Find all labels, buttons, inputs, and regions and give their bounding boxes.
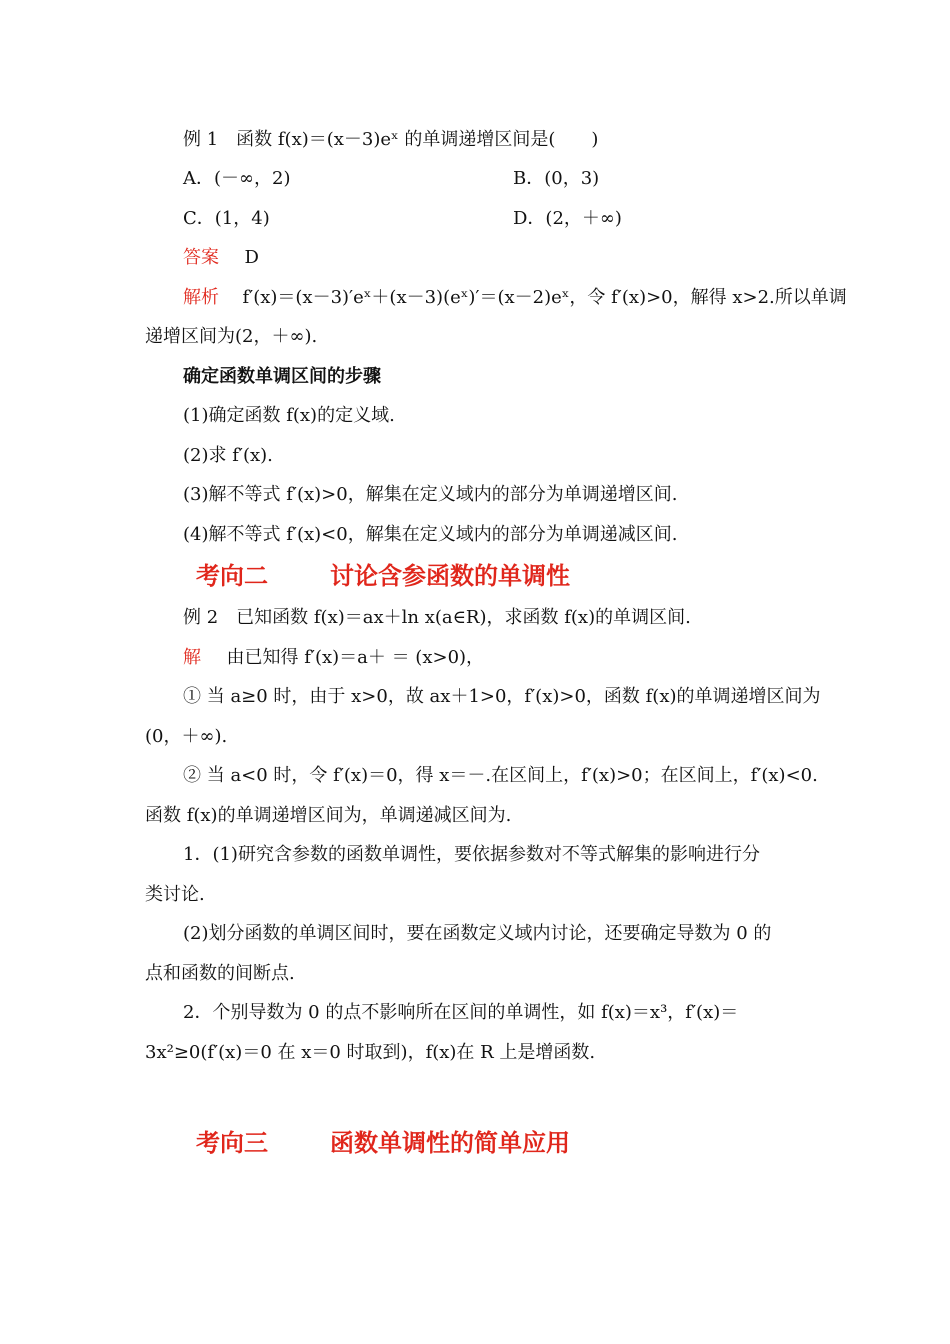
option-c: C．(1，4): [183, 208, 270, 229]
note1-line2: 类讨论.: [145, 884, 205, 905]
option-a: A．(－∞，2): [183, 168, 291, 189]
section2-title: 讨论含参函数的单调性: [330, 561, 570, 590]
section2-label: 考向二: [196, 561, 268, 590]
section3-heading: [196, 1128, 570, 1158]
case2-line1: ② 当 a<0 时，令 f′(x)＝0，得 x＝－.在区间上，f′(x)>0；在区间上，f′(x)<0.: [183, 765, 818, 786]
analysis-row: [183, 286, 847, 310]
solution-row: [183, 646, 810, 670]
example1-question: 例 1 函数 f(x)＝(x－3)eˣ 的单调递增区间是( ): [183, 129, 599, 150]
solution-label: 解: [183, 647, 201, 668]
section2-heading: [196, 561, 570, 591]
note3-line1: 2．个别导数为 0 的点不影响所在区间的单调性，如 f(x)＝x³，f′(x)＝: [183, 1002, 739, 1023]
answer-row: [183, 246, 810, 270]
step-1: (1)确定函数 f(x)的定义域.: [183, 405, 395, 426]
example2-question: 例 2 已知函数 f(x)＝ax＋ln x(a∈R)，求函数 f(x)的单调区间.: [183, 607, 691, 628]
case1-line1: ① 当 a≥0 时，由于 x>0，故 ax＋1>0，f′(x)>0，函数 f(x)的单调递增区间为: [183, 686, 821, 707]
section3-title: 函数单调性的简单应用: [330, 1128, 570, 1157]
note2-line2: 点和函数的间断点.: [145, 963, 295, 984]
note1-line1: 1．(1)研究含参数的函数单调性，要依据参数对不等式解集的影响进行分: [183, 844, 760, 865]
option-b: B．(0，3): [513, 168, 600, 189]
case1-line2: (0，＋∞).: [145, 726, 228, 747]
answer-value: D: [244, 247, 259, 268]
analysis-label: 解析: [183, 287, 219, 308]
step-3: (3)解不等式 f′(x)>0，解集在定义域内的部分为单调递增区间.: [183, 484, 678, 505]
steps-title: 确定函数单调区间的步骤: [183, 366, 381, 387]
option-d: D．(2，＋∞): [513, 208, 622, 229]
case2-line2: 函数 f(x)的单调递增区间为，单调递减区间为.: [145, 805, 512, 826]
analysis-text: f′(x)＝(x－3)′eˣ＋(x－3)(eˣ)′＝(x－2)eˣ，令 f′(x)>0，解得 x>2.所以单调: [242, 287, 847, 308]
solution-text: 由已知得 f′(x)＝a＋ ＝ (x>0)，: [226, 647, 485, 668]
answer-label: 答案: [183, 247, 219, 268]
step-4: (4)解不等式 f′(x)<0，解集在定义域内的部分为单调递减区间.: [183, 524, 678, 545]
note3-line2: 3x²≥0(f′(x)＝0 在 x＝0 时取到)，f(x)在 R 上是增函数.: [145, 1042, 596, 1063]
note2-line1: (2)划分函数的单调区间时，要在函数定义域内讨论，还要确定导数为 0 的: [183, 923, 772, 944]
step-2: (2)求 f′(x).: [183, 445, 273, 466]
analysis-continuation: 递增区间为(2，＋∞).: [145, 326, 318, 347]
section3-label: 考向三: [196, 1128, 268, 1157]
